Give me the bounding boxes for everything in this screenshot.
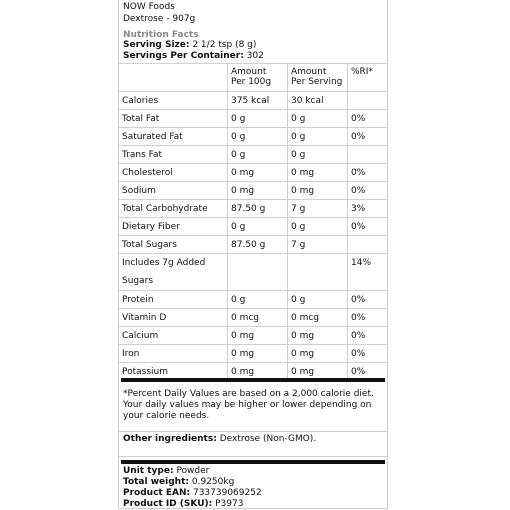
amount-per-100g: 0 mg [228, 182, 288, 200]
amount-per-serving: 0 mg [288, 363, 348, 381]
nutrient-name: Cholesterol [119, 164, 228, 182]
amount-per-100g: 87.50 g [228, 236, 288, 254]
header-nutrient [119, 64, 228, 92]
table-header-row [119, 64, 387, 92]
amount-per-100g: 0 mg [228, 363, 288, 381]
amount-per-serving: 0 mg [288, 345, 348, 363]
nutrient-name: Sodium [119, 182, 228, 200]
ingredients-value: Dextrose (Non-GMO). [219, 434, 317, 444]
nutrient-name: Dietary Fiber [119, 218, 228, 236]
nutrient-name: Total Fat [119, 110, 228, 128]
table-row [119, 345, 387, 363]
amount-per-100g: 0 g [228, 291, 288, 309]
amount-per-serving: 7 g [288, 236, 348, 254]
amount-per-100g: 0 mg [228, 327, 288, 345]
header-per-100g-line1: Amount [231, 67, 267, 77]
nutrition-table [119, 63, 387, 380]
table-row [119, 110, 387, 128]
unit-type-value: Powder [176, 466, 210, 476]
amount-per-serving: 30 kcal [288, 92, 348, 110]
divider [119, 431, 387, 432]
footnote: *Percent Daily Values are based on a 2,000 calorie diet. Your daily values may be higher or lower depending on your calorie needs. [123, 389, 374, 421]
total-weight-label: Total weight: [123, 477, 189, 487]
sku-label: Product ID (SKU): [123, 499, 213, 509]
header-per-100g-line2: Per 100g [231, 77, 272, 87]
table-row [119, 164, 387, 182]
amount-per-serving: 0 mg [288, 164, 348, 182]
amount-per-serving [288, 254, 348, 291]
brand-name: NOW Foods [123, 2, 175, 12]
header-per-100g [228, 64, 288, 92]
ri-percent: 0% [348, 309, 388, 327]
thick-divider [121, 460, 385, 464]
product-sku [123, 499, 243, 509]
ean-value: 733739069252 [192, 488, 262, 498]
header-per-serving-line1: Amount [291, 67, 327, 77]
amount-per-100g: 0 mg [228, 345, 288, 363]
amount-per-serving: 0 mcg [288, 309, 348, 327]
ri-percent: 14% [348, 254, 388, 291]
table-row [119, 128, 387, 146]
nutrition-panel [118, 0, 388, 509]
servings-label: Servings Per Container: [123, 51, 244, 61]
total-weight-value: 0.9250kg [191, 477, 235, 487]
ri-percent: 0% [348, 345, 388, 363]
amount-per-100g: 87.50 g [228, 200, 288, 218]
amount-per-100g: 0 g [228, 146, 288, 164]
ean-label: Product EAN: [123, 488, 191, 498]
serving-size-value: 2 1/2 tsp (8 g) [192, 40, 257, 50]
section-title: Nutrition Facts [123, 30, 199, 40]
header-per-serving-line2: Per Serving [291, 77, 343, 87]
table-row [119, 218, 387, 236]
ri-percent: 0% [348, 218, 388, 236]
nutrient-name: Protein [119, 291, 228, 309]
table-row [119, 92, 387, 110]
table-row [119, 327, 387, 345]
ri-percent: 0% [348, 128, 388, 146]
table-row [119, 309, 387, 327]
serving-size [123, 40, 256, 50]
servings-value: 302 [246, 51, 264, 61]
servings-per-container [123, 51, 264, 61]
ri-percent: 0% [348, 291, 388, 309]
other-ingredients [123, 434, 316, 444]
nutrient-name: Trans Fat [119, 146, 228, 164]
amount-per-100g: 0 mcg [228, 309, 288, 327]
unit-type-label: Unit type: [123, 466, 174, 476]
ri-percent [348, 92, 388, 110]
ri-percent: 0% [348, 182, 388, 200]
amount-per-serving: 7 g [288, 200, 348, 218]
amount-per-serving: 0 mg [288, 182, 348, 200]
amount-per-100g: 375 kcal [228, 92, 288, 110]
table-row [119, 200, 387, 218]
nutrient-name: Potassium [119, 363, 228, 381]
amount-per-serving: 0 g [288, 110, 348, 128]
ri-percent: 0% [348, 363, 388, 381]
amount-per-100g: 0 g [228, 110, 288, 128]
total-weight [123, 477, 234, 487]
ri-percent: 0% [348, 164, 388, 182]
nutrient-name: Total Sugars [119, 236, 228, 254]
amount-per-serving: 0 g [288, 291, 348, 309]
ri-percent: 0% [348, 327, 388, 345]
nutrient-name: Calcium [119, 327, 228, 345]
amount-per-100g: 0 mg [228, 164, 288, 182]
product-name: Dextrose - 907g [123, 14, 196, 24]
amount-per-serving: 0 g [288, 128, 348, 146]
nutrient-name: Vitamin D [119, 309, 228, 327]
ri-percent: 3% [348, 200, 388, 218]
table-row [119, 182, 387, 200]
amount-per-serving: 0 g [288, 146, 348, 164]
product-ean [123, 488, 262, 498]
ri-percent [348, 146, 388, 164]
nutrient-name: Saturated Fat [119, 128, 228, 146]
header-per-serving [288, 64, 348, 92]
ingredients-label: Other ingredients: [123, 434, 217, 444]
thick-divider [121, 378, 385, 382]
ri-percent [348, 236, 388, 254]
header-ri: %RI* [348, 64, 388, 92]
nutrient-name: Includes 7g Added Sugars [119, 254, 228, 291]
amount-per-100g: 0 g [228, 218, 288, 236]
amount-per-serving: 0 g [288, 218, 348, 236]
table-row [119, 236, 387, 254]
nutrient-name: Calories [119, 92, 228, 110]
amount-per-serving: 0 mg [288, 327, 348, 345]
amount-per-100g: 0 g [228, 128, 288, 146]
divider [119, 456, 387, 457]
serving-size-label: Serving Size: [123, 40, 190, 50]
table-row [119, 146, 387, 164]
ri-percent: 0% [348, 110, 388, 128]
nutrient-name: Total Carbohydrate [119, 200, 228, 218]
amount-per-100g [228, 254, 288, 291]
unit-type [123, 466, 209, 476]
nutrient-name: Iron [119, 345, 228, 363]
table-row [119, 254, 387, 291]
table-row [119, 291, 387, 309]
sku-value: P3973 [215, 499, 244, 509]
